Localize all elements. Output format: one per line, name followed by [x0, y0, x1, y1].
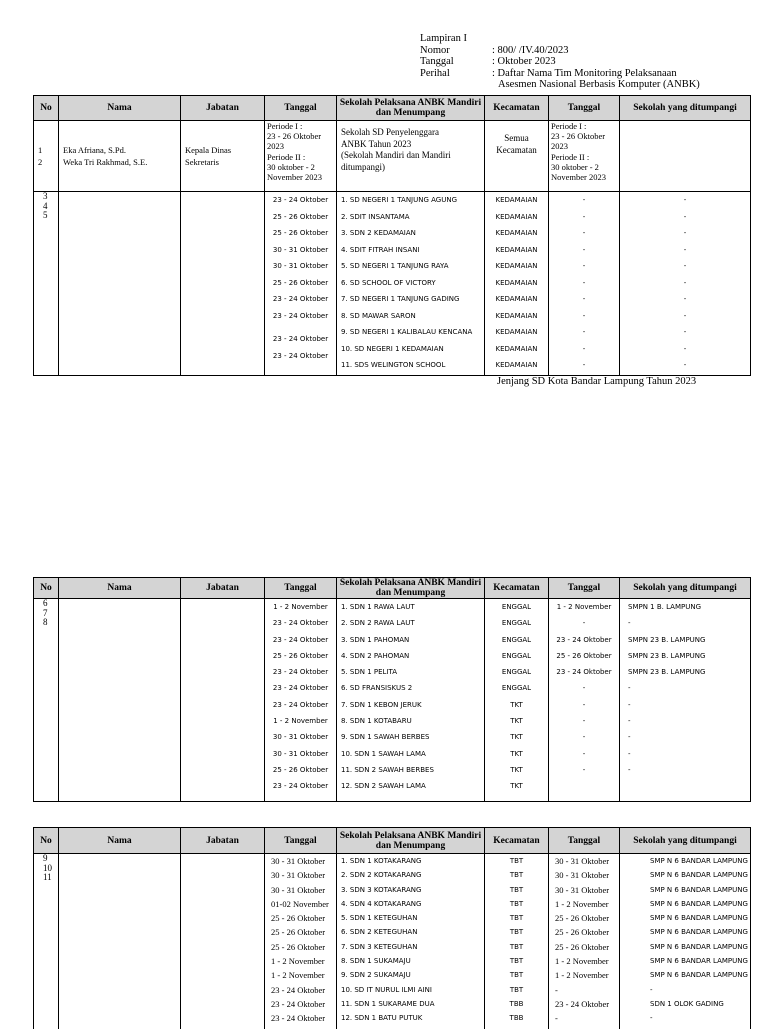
tanggal-item: 23 - 24 Oktober — [272, 668, 329, 677]
jabatan-line: Sekretaris — [185, 156, 219, 167]
ditumpangi-item: - — [683, 196, 687, 204]
sekolah-item: 8. SD MAWAR SARON — [341, 311, 416, 320]
periode-line: Periode I : — [551, 121, 587, 131]
nama-line: Weka Tri Rakhmad, S.E. — [63, 156, 148, 167]
table-row-group — [34, 599, 751, 802]
tanggal2-item: 25 - 26 Oktober — [555, 913, 610, 924]
periode-line: Periode II : — [551, 151, 590, 162]
ditumpangi-item: - — [628, 765, 631, 774]
tanggal2-item: - — [582, 361, 586, 369]
ditumpangi-item: - — [683, 328, 687, 336]
tanggal-item: 1 - 2 November — [273, 603, 328, 611]
monitoring-table-3 — [33, 827, 751, 1029]
sekolah-list — [337, 854, 485, 1029]
tanggal-item: 30 - 31 Oktober — [272, 749, 329, 758]
ditumpangi-item: SMP N 6 BANDAR LAMPUNG — [650, 885, 748, 894]
periode-line: Periode I : — [267, 121, 303, 131]
col-header-tanggal-2: Tanggal — [549, 578, 620, 599]
no-line: 2 — [38, 156, 43, 167]
tanggal2-item: 1 - 2 November — [556, 603, 612, 611]
tanggal2-item: - — [555, 1013, 558, 1024]
tanggal-item: 25 - 26 Oktober — [272, 278, 329, 287]
ditumpangi-item: SMPN 23 B. LAMPUNG — [628, 635, 706, 644]
kecamatan-item: TBB — [509, 999, 524, 1008]
ditumpangi-item: SMPN 23 B. LAMPUNG — [628, 651, 706, 660]
sekolah-item: 1. SDN 1 RAWA LAUT — [341, 603, 415, 611]
ditumpangi-item: SMP N 6 BANDAR LAMPUNG — [650, 914, 748, 923]
ditumpangi-item: - — [628, 717, 631, 726]
ditumpangi-item: - — [628, 733, 631, 742]
no-cell — [34, 121, 59, 192]
sekolah-item: 11. SDN 2 SAWAH BERBES — [341, 765, 434, 774]
sekolah-item: 10. SD IT NURUL ILMI AINI — [341, 985, 432, 994]
tanggal-item: 30 - 31 Oktober — [271, 884, 326, 895]
tanggal-item: 1 - 2 November — [271, 956, 325, 967]
sekolah-item: 6. SD FRANSISKUS 2 — [341, 684, 413, 693]
periode-line: 2023 — [267, 141, 284, 152]
tanggal-label: Tanggal — [420, 56, 454, 67]
ditumpangi-item: - — [650, 1014, 653, 1023]
perihal-value-line2: Asesmen Nasional Berbasis Komputer (ANBK) — [498, 79, 700, 90]
tanggal2-item: - — [582, 196, 586, 204]
sekolah-item: 5. SD NEGERI 1 TANJUNG RAYA — [341, 262, 449, 270]
tanggal-item: 25 - 26 Oktober — [272, 651, 329, 660]
perihal-label: Perihal — [420, 67, 450, 79]
col-header-kecamatan: Kecamatan — [485, 828, 549, 854]
kecamatan-item: TBT — [509, 957, 524, 966]
col-header-nama: Nama — [59, 828, 181, 854]
periode-line: 30 oktober - 2 — [267, 161, 315, 172]
ditumpangi-item: SMP N 6 BANDAR LAMPUNG — [650, 928, 748, 937]
tanggal2-item: 23 - 24 Oktober — [556, 635, 612, 644]
sekolah-item: 2. SDN 2 KOTAKARANG — [341, 871, 422, 880]
sekolah-item: 2. SDN 2 RAWA LAUT — [341, 619, 415, 628]
no-line: 11 — [43, 872, 52, 882]
periode-line: Periode II : — [267, 151, 306, 162]
kecamatan-item: ENGGAL — [501, 603, 532, 611]
ditumpangi-item: - — [683, 245, 687, 254]
ditumpangi-item — [628, 778, 750, 785]
ditumpangi-item: - — [683, 344, 687, 353]
monitoring-table-1 — [33, 95, 751, 376]
kecamatan-item: TBT — [509, 971, 524, 980]
sekolah-line: ANBK Tahun 2023 — [341, 138, 412, 149]
kecamatan-item: TKT — [510, 717, 523, 726]
tanggal-item: 23 - 24 Oktober — [272, 311, 329, 320]
tanggal-item: 25 - 26 Oktober — [271, 941, 326, 952]
sekolah-item: 8. SDN 1 SUKAMAJU — [341, 957, 411, 966]
sekolah-item: 3. SDN 1 PAHOMAN — [341, 635, 410, 644]
tanggal2-item: - — [582, 619, 586, 628]
tanggal-item: 23 - 24 Oktober — [271, 984, 326, 995]
periode-line: 23 - 26 Oktober — [267, 131, 322, 142]
ditumpangi-item: - — [683, 295, 687, 303]
tanggal-item: 23 - 24 Oktober — [271, 1013, 326, 1024]
tanggal2-list — [549, 192, 620, 376]
periode-line: 23 - 26 Oktober — [551, 131, 606, 142]
tanggal2-item: - — [582, 212, 586, 221]
table-row-pimpinan — [34, 121, 751, 192]
tanggal2-item: - — [582, 765, 586, 774]
tanggal2-list — [549, 854, 620, 1029]
sekolah-item: 3. SDN 3 KOTAKARANG — [341, 885, 422, 894]
tanggal-item: 1 - 2 November — [273, 717, 328, 726]
tanggal-item: 23 - 24 Oktober — [272, 295, 329, 303]
tanggal2-item: 30 - 31 Oktober — [555, 870, 610, 881]
no-line: 6 — [43, 598, 48, 608]
tanggal2-item — [549, 778, 619, 785]
nomor-value: : 800/ /IV.40/2023 — [492, 44, 569, 56]
kecamatan-item: TBT — [509, 885, 524, 894]
kecamatan-item: ENGGAL — [501, 651, 532, 660]
no-line: 8 — [43, 617, 48, 627]
tanggal-item: 23 - 24 Oktober — [272, 351, 329, 360]
periode-line: 2023 — [551, 141, 568, 152]
col-header-kecamatan: Kecamatan — [485, 96, 549, 121]
ditumpangi-item: - — [628, 749, 631, 758]
ditumpangi-item: - — [683, 278, 687, 287]
no-line: 10 — [43, 862, 52, 873]
col-header-no: No — [34, 96, 59, 121]
col-header-tanggal: Tanggal — [265, 96, 337, 121]
no-line: 3 — [43, 191, 48, 201]
col-header-sekolah-ditumpangi: Sekolah yang ditumpangi — [620, 578, 751, 599]
col-header-tanggal: Tanggal — [265, 828, 337, 854]
kecamatan-item: TBT — [509, 985, 524, 994]
no-line: 7 — [43, 607, 48, 618]
ditumpangi-item: SMP N 6 BANDAR LAMPUNG — [650, 942, 748, 951]
kecamatan-item: TKT — [510, 782, 523, 791]
kecamatan-line: Semua — [504, 133, 529, 143]
jabatan-cell — [181, 121, 265, 192]
nomor-label: Nomor — [420, 44, 450, 56]
col-header-tanggal: Tanggal — [265, 578, 337, 599]
tanggal2-item: 30 - 31 Oktober — [555, 856, 610, 866]
sekolah-list — [337, 192, 485, 376]
periode-line: 30 oktober - 2 — [551, 161, 599, 172]
tanggal-item — [265, 324, 336, 331]
kecamatan-item: ENGGAL — [501, 684, 532, 693]
kecamatan-item: ENGGAL — [501, 635, 532, 644]
lampiran-label: Lampiran I — [420, 33, 467, 44]
no-line: 5 — [43, 210, 48, 220]
sekolah-item: 7. SDN 1 KEBON JERUK — [341, 700, 422, 709]
tanggal2-item: - — [582, 295, 586, 303]
tanggal-item: 23 - 24 Oktober — [272, 335, 329, 343]
jabatan-empty-cell — [181, 599, 265, 802]
tanggal2-item: 23 - 24 Oktober — [555, 998, 610, 1009]
kecamatan-item: KEDAMAIAN — [495, 245, 538, 254]
tanggal2-item: - — [582, 278, 586, 287]
footer-caption: Jenjang SD Kota Bandar Lampung Tahun 2023 — [497, 376, 697, 387]
ditumpangi-item: SDN 1 OLOK GADING — [650, 999, 724, 1008]
col-header-no: No — [34, 828, 59, 854]
letter-header — [420, 33, 700, 91]
tanggal-item: 30 - 31 Oktober — [272, 262, 329, 270]
no-list — [34, 599, 59, 802]
tanggal-item: 25 - 26 Oktober — [271, 913, 326, 924]
jabatan-empty-cell — [181, 192, 265, 376]
kecamatan-item: TKT — [510, 749, 523, 758]
sekolah-item: 1. SDN 1 KOTAKARANG — [341, 857, 422, 865]
nama-empty-cell — [59, 854, 181, 1029]
ditumpangi-item: SMP N 6 BANDAR LAMPUNG — [650, 957, 748, 966]
kecamatan-item: KEDAMAIAN — [495, 278, 538, 287]
tanggal2-list — [549, 599, 620, 802]
col-header-sekolah: Sekolah Pelaksana ANBK Mandiri dan Menumpang — [337, 828, 485, 854]
ditumpangi-cell — [620, 121, 751, 192]
table-row-group — [34, 192, 751, 376]
nama-cell — [59, 121, 181, 192]
col-header-tanggal-2: Tanggal — [549, 828, 620, 854]
tanggal-item: 23 - 24 Oktober — [272, 635, 329, 644]
ditumpangi-item: SMPN 23 B. LAMPUNG — [628, 668, 706, 677]
no-list — [34, 854, 59, 1029]
sekolah-item: 9. SDN 1 SAWAH BERBES — [341, 733, 430, 742]
sekolah-item: 8. SDN 1 KOTABARU — [341, 717, 412, 726]
tanggal2-item: - — [582, 749, 586, 758]
col-header-nama: Nama — [59, 96, 181, 121]
kecamatan-item: TBB — [509, 1014, 524, 1023]
kecamatan-item: KEDAMAIAN — [495, 262, 538, 270]
ditumpangi-list — [620, 599, 751, 802]
tanggal-item: 23 - 24 Oktober — [272, 700, 329, 709]
kecamatan-item: KEDAMAIAN — [495, 311, 538, 320]
kecamatan-item: TKT — [510, 700, 523, 709]
periode-line: November 2023 — [551, 172, 607, 183]
tanggal-item: 23 - 24 Oktober — [271, 998, 326, 1009]
col-header-sekolah: Sekolah Pelaksana ANBK Mandiri dan Menumpang — [337, 96, 485, 121]
tanggal-item: 30 - 31 Oktober — [272, 245, 329, 254]
kecamatan-list — [485, 854, 549, 1029]
sekolah-penyelenggara-cell — [337, 121, 485, 192]
col-header-jabatan: Jabatan — [181, 578, 265, 599]
sekolah-item: 5. SDN 1 PELITA — [341, 668, 398, 677]
sekolah-line: ditumpangi) — [341, 161, 385, 172]
tanggal2-item: - — [582, 733, 586, 742]
ditumpangi-item: - — [628, 700, 631, 709]
sekolah-item: 9. SDN 2 SUKAMAJU — [341, 971, 411, 980]
tanggal-item: 30 - 31 Oktober — [271, 856, 326, 866]
tanggal-item: 25 - 26 Oktober — [272, 212, 329, 221]
col-header-sekolah-ditumpangi: Sekolah yang ditumpangi — [620, 828, 751, 854]
tanggal2-item: - — [582, 344, 586, 353]
sekolah-list — [337, 599, 485, 802]
kecamatan-item: TKT — [510, 765, 523, 774]
tanggal2-item: - — [555, 984, 558, 995]
tanggal2-item: - — [582, 684, 586, 693]
sekolah-item: 6. SD SCHOOL OF VICTORY — [341, 278, 436, 287]
jabatan-line: Kepala Dinas — [185, 145, 232, 155]
jabatan-empty-cell — [181, 854, 265, 1029]
tanggal-list — [265, 192, 337, 376]
kecamatan-item: KEDAMAIAN — [495, 212, 538, 221]
no-line: 9 — [43, 853, 48, 863]
periode-line: November 2023 — [267, 172, 323, 183]
tanggal2-item: - — [582, 229, 586, 237]
tanggal2-item: 1 - 2 November — [555, 898, 609, 909]
tanggal2-item: 25 - 26 Oktober — [556, 651, 612, 660]
sekolah-line: Sekolah SD Penyelenggara — [341, 127, 439, 137]
col-header-nama: Nama — [59, 578, 181, 599]
table-header-row — [34, 96, 751, 121]
table-header-row — [34, 828, 751, 854]
tanggal-item: 30 - 31 Oktober — [271, 870, 326, 881]
tanggal-periode-cell-2 — [549, 121, 620, 192]
sekolah-item: 1. SD NEGERI 1 TANJUNG AGUNG — [341, 196, 458, 204]
col-header-sekolah: Sekolah Pelaksana ANBK Mandiri dan Menumpang — [337, 578, 485, 599]
col-header-no: No — [34, 578, 59, 599]
nama-line: Eka Afriana, S.Pd. — [63, 145, 127, 155]
table-row-group — [34, 854, 751, 1029]
no-line: 1 — [38, 145, 43, 155]
tanggal2-item: 30 - 31 Oktober — [555, 884, 610, 895]
tanggal-value: : Oktober 2023 — [492, 56, 556, 67]
col-header-sekolah-ditumpangi: Sekolah yang ditumpangi — [620, 96, 751, 121]
tanggal-item: 30 - 31 Oktober — [272, 733, 329, 742]
tanggal-item: 25 - 26 Oktober — [271, 927, 326, 938]
sekolah-item: 3. SDN 2 KEDAMAIAN — [341, 229, 416, 237]
ditumpangi-item: SMP N 6 BANDAR LAMPUNG — [650, 857, 748, 865]
ditumpangi-item: SMP N 6 BANDAR LAMPUNG — [650, 899, 748, 908]
kecamatan-item: TBT — [509, 942, 524, 951]
monitoring-table-2 — [33, 577, 751, 802]
kecamatan-item: TBT — [509, 857, 524, 865]
sekolah-item: 9. SD NEGERI 1 KALIBALAU KENCANA — [341, 328, 473, 336]
kecamatan-item: KEDAMAIAN — [495, 196, 538, 204]
kecamatan-item: TBT — [509, 899, 524, 908]
no-line: 4 — [43, 200, 48, 211]
tanggal2-item: - — [582, 262, 586, 270]
tanggal2-item: 25 - 26 Oktober — [555, 941, 610, 952]
ditumpangi-item: SMPN 1 B. LAMPUNG — [628, 603, 701, 611]
ditumpangi-item: - — [683, 361, 687, 369]
tanggal-periode-cell — [265, 121, 337, 192]
ditumpangi-item: SMP N 6 BANDAR LAMPUNG — [650, 871, 748, 880]
kecamatan-item: ENGGAL — [501, 668, 532, 677]
tanggal2-item: - — [582, 328, 586, 336]
no-list — [34, 192, 59, 376]
sekolah-item: 4. SDN 2 PAHOMAN — [341, 651, 410, 660]
ditumpangi-item: - — [683, 311, 687, 320]
sekolah-item: 12. SDN 2 SAWAH LAMA — [341, 782, 426, 791]
ditumpangi-item: SMP N 6 BANDAR LAMPUNG — [650, 971, 748, 980]
sekolah-line: (Sekolah Mandiri dan Mandiri — [341, 150, 451, 160]
sekolah-item: 12. SDN 1 BATU PUTUK — [341, 1014, 423, 1023]
sekolah-item: 2. SDIT INSANTAMA — [341, 212, 410, 221]
kecamatan-item: TKT — [510, 733, 523, 742]
tanggal2-item: - — [582, 700, 586, 709]
ditumpangi-item: - — [683, 229, 687, 237]
perihal-value: : Daftar Nama Tim Monitoring Pelaksanaan — [492, 67, 677, 79]
tanggal2-item: - — [582, 311, 586, 320]
col-header-jabatan: Jabatan — [181, 828, 265, 854]
col-header-jabatan: Jabatan — [181, 96, 265, 121]
tanggal-item: 01-02 November — [271, 898, 329, 909]
tanggal2-item: 1 - 2 November — [555, 970, 609, 981]
tanggal2-item: - — [582, 717, 586, 726]
sekolah-item: 7. SD NEGERI 1 TANJUNG GADING — [341, 295, 460, 303]
tanggal2-item: 1 - 2 November — [555, 956, 609, 967]
sekolah-item: 11. SDS WELINGTON SCHOOL — [341, 361, 446, 369]
tanggal-list — [265, 599, 337, 802]
tanggal-item: 25 - 26 Oktober — [272, 229, 329, 237]
kecamatan-item: TBT — [509, 914, 524, 923]
sekolah-item: 11. SDN 1 SUKARAME DUA — [341, 999, 435, 1008]
kecamatan-item: KEDAMAIAN — [495, 229, 538, 237]
sekolah-item: 4. SDIT FITRAH INSANI — [341, 245, 420, 254]
nama-empty-cell — [59, 599, 181, 802]
tanggal-item: 23 - 24 Oktober — [272, 684, 329, 693]
kecamatan-item: ENGGAL — [501, 619, 532, 628]
kecamatan-cell — [485, 121, 549, 192]
tanggal-item: 1 - 2 November — [271, 970, 325, 981]
kecamatan-list — [485, 192, 549, 376]
col-header-tanggal-2: Tanggal — [549, 96, 620, 121]
sekolah-item: 6. SDN 2 KETEGUHAN — [341, 928, 418, 937]
ditumpangi-item: - — [628, 619, 631, 628]
ditumpangi-item: - — [683, 212, 687, 221]
sekolah-item: 10. SD NEGERI 1 KEDAMAIAN — [341, 344, 444, 353]
ditumpangi-list — [620, 192, 751, 376]
tanggal-item: 23 - 24 Oktober — [272, 619, 329, 628]
kecamatan-item: KEDAMAIAN — [495, 328, 538, 336]
kecamatan-line: Kecamatan — [496, 144, 537, 155]
sekolah-item: 10. SDN 1 SAWAH LAMA — [341, 749, 426, 758]
sekolah-item: 4. SDN 4 KOTAKARANG — [341, 899, 422, 908]
sekolah-item: 5. SDN 1 KETEGUHAN — [341, 914, 418, 923]
tanggal-item: 25 - 26 Oktober — [272, 765, 329, 774]
ditumpangi-item: - — [683, 262, 687, 270]
kecamatan-item: TBT — [509, 871, 524, 880]
kecamatan-item: KEDAMAIAN — [495, 295, 538, 303]
kecamatan-item: KEDAMAIAN — [495, 344, 538, 353]
nama-empty-cell — [59, 192, 181, 376]
tanggal-item: 23 - 24 Oktober — [272, 782, 329, 791]
kecamatan-list — [485, 599, 549, 802]
table-header-row — [34, 578, 751, 599]
ditumpangi-item: - — [650, 985, 653, 994]
col-header-kecamatan: Kecamatan — [485, 578, 549, 599]
kecamatan-item: KEDAMAIAN — [495, 361, 538, 369]
tanggal-list — [265, 854, 337, 1029]
tanggal2-item: 25 - 26 Oktober — [555, 927, 610, 938]
tanggal2-item: - — [582, 245, 586, 254]
ditumpangi-list — [620, 854, 751, 1029]
tanggal-item: 23 - 24 Oktober — [272, 196, 329, 204]
sekolah-item: 7. SDN 3 KETEGUHAN — [341, 942, 418, 951]
ditumpangi-item: - — [628, 684, 631, 693]
tanggal2-item: 23 - 24 Oktober — [556, 668, 612, 677]
kecamatan-item: TBT — [509, 928, 524, 937]
